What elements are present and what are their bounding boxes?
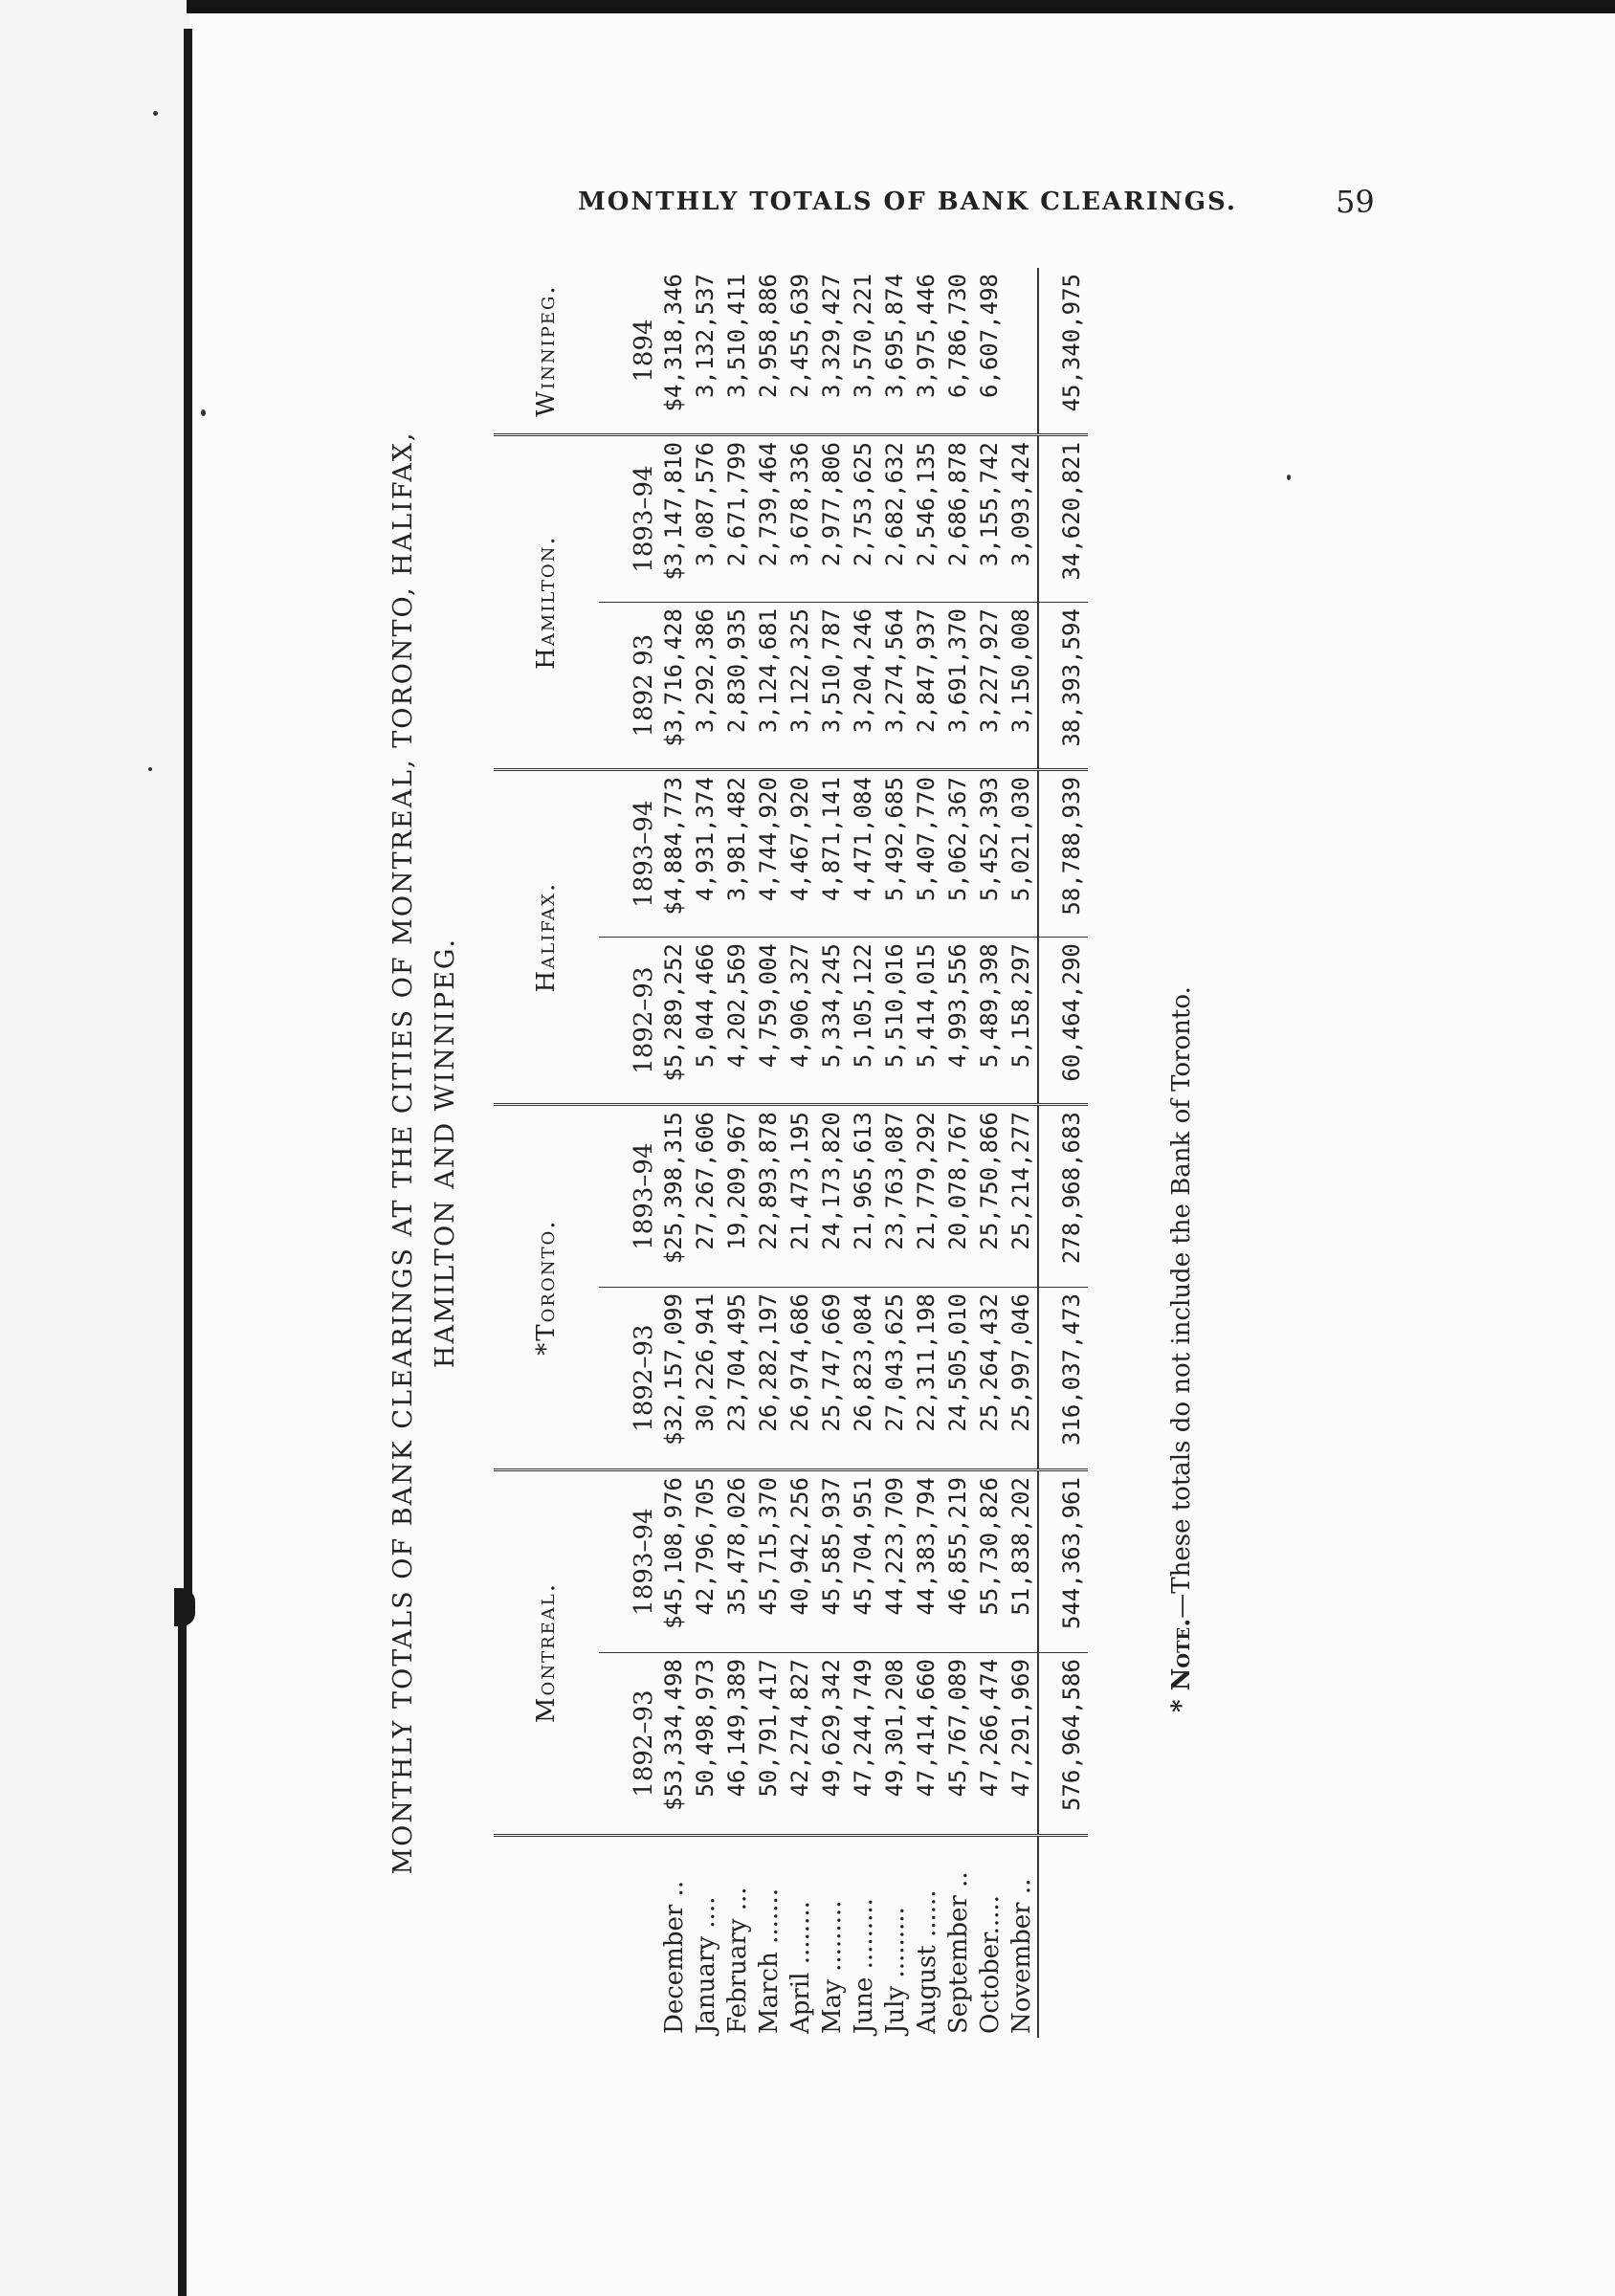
- value-cell: 22,893,878: [753, 1105, 785, 1288]
- scan-speck: [1287, 475, 1291, 480]
- month-label: December ..: [659, 1880, 689, 2034]
- value-cell: 5,414,015: [911, 938, 942, 1105]
- year-header: 1893–94: [599, 435, 658, 603]
- value-cell: 40,942,256: [785, 1470, 816, 1653]
- value-cell: 35,478,026: [721, 1470, 753, 1653]
- month-label: January ....: [691, 1896, 720, 2034]
- value-cell: 44,383,794: [911, 1470, 942, 1653]
- value-cell: 5,407,770: [911, 770, 942, 938]
- month-label: April ........: [785, 1901, 815, 2034]
- value-cell: 30,226,941: [690, 1288, 721, 1470]
- table-row: [721, 268, 753, 2038]
- value-cell: 25,747,669: [816, 1288, 848, 1470]
- city-header-winnipeg: Winnipeg.: [494, 268, 599, 435]
- total-cell: 60,464,290: [1038, 938, 1088, 1105]
- top-scan-edge: [187, 0, 1615, 13]
- city-header-halifax: Halifax.: [494, 770, 599, 1105]
- month-label: February ...: [722, 1887, 752, 2034]
- month-label: August ......: [912, 1889, 941, 2034]
- value-cell: 4,906,327: [785, 938, 816, 1105]
- table-title-line2: HAMILTON AND WINNIPEG.: [431, 937, 460, 1369]
- value-cell: 2,682,632: [879, 435, 911, 603]
- value-cell: 45,715,370: [753, 1470, 785, 1653]
- value-cell: 3,981,482: [721, 770, 753, 938]
- year-header: 1892–93: [599, 1288, 658, 1470]
- value-cell: 5,044,466: [690, 938, 721, 1105]
- table-row: [753, 268, 785, 2038]
- total-cell: 544,363,961: [1038, 1470, 1088, 1653]
- value-cell: 26,823,084: [848, 1288, 879, 1470]
- value-cell: 4,993,556: [942, 938, 974, 1105]
- total-cell: 576,964,586: [1038, 1653, 1088, 1836]
- footnote: [1167, 851, 1196, 1712]
- value-cell: 6,786,730: [942, 268, 974, 435]
- value-cell: $3,147,810: [658, 435, 690, 603]
- total-cell: 58,788,939: [1038, 770, 1088, 938]
- city-header-montreal: Montreal.: [494, 1470, 599, 1836]
- value-cell: 2,455,639: [785, 268, 816, 435]
- total-cell: 316,037,473: [1038, 1288, 1088, 1470]
- value-cell: 4,871,141: [816, 770, 848, 938]
- value-cell: 3,093,424: [1006, 435, 1038, 603]
- rotated-table-block: [383, 268, 1148, 2038]
- value-cell: 4,202,569: [721, 938, 753, 1105]
- value-cell: 4,467,920: [785, 770, 816, 938]
- totals-row: [1038, 268, 1088, 2038]
- value-cell: 27,043,625: [879, 1288, 911, 1470]
- value-cell: 4,759,004: [753, 938, 785, 1105]
- scan-speck: [148, 767, 152, 771]
- value-cell: 51,838,202: [1006, 1470, 1038, 1653]
- value-cell: 3,087,576: [690, 435, 721, 603]
- month-label: November ..: [1007, 1878, 1036, 2034]
- value-cell: 4,471,084: [848, 770, 879, 938]
- value-cell: 47,266,474: [974, 1653, 1006, 1836]
- value-cell: 3,274,564: [879, 603, 911, 770]
- value-cell: 2,671,799: [721, 435, 753, 603]
- year-header: 1892 93: [599, 603, 658, 770]
- value-cell: 2,753,625: [848, 435, 879, 603]
- total-cell: 278,968,683: [1038, 1105, 1088, 1288]
- value-cell: 46,855,219: [942, 1470, 974, 1653]
- year-header: 1894: [599, 268, 658, 435]
- table-row: [879, 268, 911, 2038]
- value-cell: $5,289,252: [658, 938, 690, 1105]
- table-body: [658, 268, 1038, 2038]
- value-cell: 3,510,411: [721, 268, 753, 435]
- value-cell: 45,767,089: [942, 1653, 974, 1836]
- value-cell: 21,965,613: [848, 1105, 879, 1288]
- value-cell: 5,062,367: [942, 770, 974, 938]
- table-row: [785, 268, 816, 2038]
- value-cell: 5,510,016: [879, 938, 911, 1105]
- value-cell: $4,318,346: [658, 268, 690, 435]
- value-cell: 3,155,742: [974, 435, 1006, 603]
- value-cell: 49,301,208: [879, 1653, 911, 1836]
- value-cell: 3,132,537: [690, 268, 721, 435]
- value-cell: 42,796,705: [690, 1470, 721, 1653]
- table-row: [816, 268, 848, 2038]
- value-cell: 26,282,197: [753, 1288, 785, 1470]
- book-spine-lower: [178, 1617, 187, 2296]
- left-page-edge: [0, 0, 189, 2296]
- table-row: [1006, 268, 1038, 2038]
- value-cell: 2,977,806: [816, 435, 848, 603]
- scan-speck: [201, 409, 206, 416]
- value-cell: 25,997,046: [1006, 1288, 1038, 1470]
- table-title: [383, 268, 467, 2038]
- total-cell: 38,393,594: [1038, 603, 1088, 770]
- value-cell: 47,414,660: [911, 1653, 942, 1836]
- year-header: 1893–94: [599, 1470, 658, 1653]
- table-row: [974, 268, 1006, 2038]
- value-cell: 23,763,087: [879, 1105, 911, 1288]
- value-cell: $53,334,498: [658, 1653, 690, 1836]
- value-cell: 5,158,297: [1006, 938, 1038, 1105]
- page-number: 59: [1336, 184, 1375, 220]
- month-label: October.....: [975, 1895, 1005, 2034]
- value-cell: 2,847,937: [911, 603, 942, 770]
- value-cell: 27,267,606: [690, 1105, 721, 1288]
- value-cell: 22,311,198: [911, 1288, 942, 1470]
- value-cell: 45,704,951: [848, 1470, 879, 1653]
- value-cell: 5,452,393: [974, 770, 1006, 938]
- value-cell: 5,492,685: [879, 770, 911, 938]
- month-label: September ..: [943, 1871, 973, 2034]
- city-header-hamilton: Hamilton.: [494, 435, 599, 770]
- value-cell: 3,329,427: [816, 268, 848, 435]
- value-cell: 21,473,195: [785, 1105, 816, 1288]
- year-header: 1893–94: [599, 1105, 658, 1288]
- table-title-line1: MONTHLY TOTALS OF BANK CLEARINGS AT THE CITIES OF MONTREAL, TORONTO, HALIFAX,: [388, 430, 418, 1875]
- value-cell: $4,884,773: [658, 770, 690, 938]
- footnote-label: * Note.: [1167, 1618, 1196, 1712]
- city-header-row: [494, 268, 599, 2038]
- value-cell: 2,958,886: [753, 268, 785, 435]
- scan-speck: [153, 111, 158, 116]
- value-cell: 47,291,969: [1006, 1653, 1038, 1836]
- value-cell: 45,585,937: [816, 1470, 848, 1653]
- running-head: MONTHLY TOTALS OF BANK CLEARINGS.: [578, 188, 1237, 216]
- value-cell: 3,678,336: [785, 435, 816, 603]
- value-cell: 3,227,927: [974, 603, 1006, 770]
- month-label: July .........: [880, 1907, 910, 2034]
- value-cell: 3,204,246: [848, 603, 879, 770]
- value-cell: 4,744,920: [753, 770, 785, 938]
- value-cell: 25,264,432: [974, 1288, 1006, 1470]
- value-cell: [1006, 268, 1038, 435]
- value-cell: 19,209,967: [721, 1105, 753, 1288]
- value-cell: 50,498,973: [690, 1653, 721, 1836]
- value-cell: 5,489,398: [974, 938, 1006, 1105]
- value-cell: 42,274,827: [785, 1653, 816, 1836]
- total-cell: 34,620,821: [1038, 435, 1088, 603]
- value-cell: 55,730,826: [974, 1470, 1006, 1653]
- year-header: 1892–93: [599, 1653, 658, 1836]
- city-header-toronto: *Toronto.: [494, 1105, 599, 1470]
- value-cell: $25,398,315: [658, 1105, 690, 1288]
- value-cell: 3,122,325: [785, 603, 816, 770]
- value-cell: 25,750,866: [974, 1105, 1006, 1288]
- table-row: [658, 268, 690, 2038]
- value-cell: 3,150,008: [1006, 603, 1038, 770]
- month-label: May .........: [817, 1900, 847, 2034]
- clearings-table: [494, 268, 1088, 2038]
- value-cell: 3,691,370: [942, 603, 974, 770]
- value-cell: 23,704,495: [721, 1288, 753, 1470]
- table-row: [690, 268, 721, 2038]
- value-cell: 2,739,464: [753, 435, 785, 603]
- value-cell: 3,124,681: [753, 603, 785, 770]
- value-cell: $45,108,976: [658, 1470, 690, 1653]
- month-header: [494, 1836, 599, 2039]
- value-cell: 5,105,122: [848, 938, 879, 1105]
- value-cell: 2,830,935: [721, 603, 753, 770]
- value-cell: 5,334,245: [816, 938, 848, 1105]
- value-cell: 44,223,709: [879, 1470, 911, 1653]
- value-cell: 49,629,342: [816, 1653, 848, 1836]
- value-cell: 4,931,374: [690, 770, 721, 938]
- table-row: [911, 268, 942, 2038]
- value-cell: 46,149,389: [721, 1653, 753, 1836]
- year-header-row: [599, 268, 658, 2038]
- year-header: 1893–94: [599, 770, 658, 938]
- book-spine: [184, 29, 192, 1598]
- year-header: 1892–93: [599, 938, 658, 1105]
- value-cell: 3,510,787: [816, 603, 848, 770]
- total-cell: 45,340,975: [1038, 268, 1088, 435]
- value-cell: 2,546,135: [911, 435, 942, 603]
- value-cell: 3,570,221: [848, 268, 879, 435]
- value-cell: 20,078,767: [942, 1105, 974, 1288]
- value-cell: 24,173,820: [816, 1105, 848, 1288]
- value-cell: 2,686,878: [942, 435, 974, 603]
- value-cell: 3,975,446: [911, 268, 942, 435]
- month-label: March .......: [754, 1888, 784, 2034]
- value-cell: 26,974,686: [785, 1288, 816, 1470]
- value-cell: 5,021,030: [1006, 770, 1038, 938]
- footnote-text: —These totals do not include the Bank of Toronto.: [1167, 986, 1196, 1619]
- value-cell: 3,695,874: [879, 268, 911, 435]
- month-label: June .........: [849, 1898, 878, 2034]
- value-cell: 21,779,292: [911, 1105, 942, 1288]
- value-cell: 6,607,498: [974, 268, 1006, 435]
- value-cell: 3,292,386: [690, 603, 721, 770]
- value-cell: 24,505,010: [942, 1288, 974, 1470]
- value-cell: 47,244,749: [848, 1653, 879, 1836]
- value-cell: 25,214,277: [1006, 1105, 1038, 1288]
- table-row: [848, 268, 879, 2038]
- table-row: [942, 268, 974, 2038]
- value-cell: $32,157,099: [658, 1288, 690, 1470]
- value-cell: $3,716,428: [658, 603, 690, 770]
- value-cell: 50,791,417: [753, 1653, 785, 1836]
